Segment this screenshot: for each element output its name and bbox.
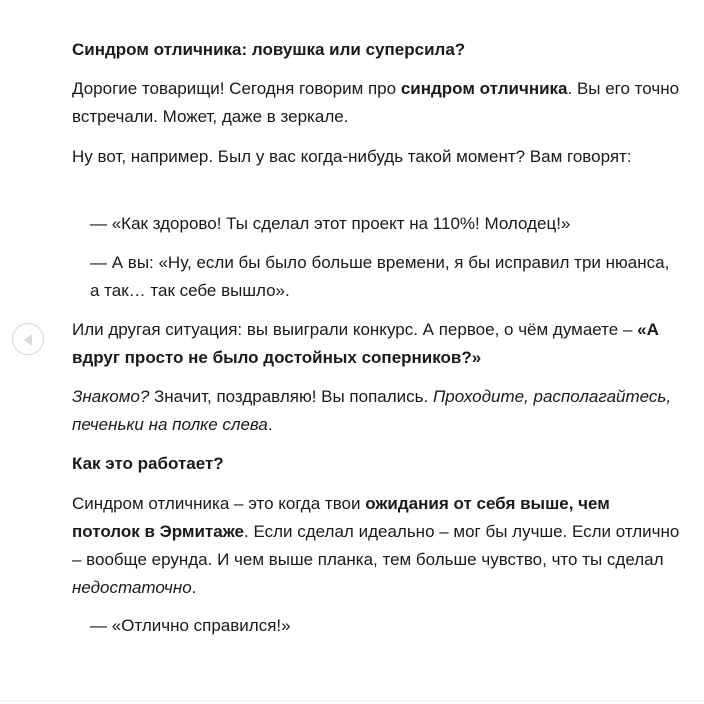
paragraph-how-text-1: Синдром отличника – это когда твои bbox=[72, 494, 366, 513]
paragraph-how-it-works bbox=[72, 490, 682, 602]
section-heading: Как это работает? bbox=[72, 454, 224, 473]
paragraph-intro-text-1: Дорогие товарищи! Сегодня говорим про bbox=[72, 79, 401, 98]
quote-praise: — «Как здорово! Ты сделал этот проект на 110%! Молодец!» bbox=[90, 214, 571, 233]
quote-well-done: — «Отлично справился!» bbox=[90, 616, 291, 635]
divider bbox=[0, 700, 704, 701]
paragraph-contest bbox=[72, 316, 682, 372]
paragraph-familiar-italic-1: Знакомо? bbox=[72, 387, 150, 406]
paragraph-familiar-text: Значит, поздравляю! Вы попались. bbox=[149, 387, 433, 406]
paragraph-familiar-end: . bbox=[267, 415, 273, 434]
triangle-left-icon bbox=[22, 333, 34, 347]
previous-page-button[interactable] bbox=[12, 323, 44, 355]
article-heading: Синдром отличника: ловушка или суперсила? bbox=[72, 40, 466, 59]
paragraph-familiar bbox=[72, 383, 682, 439]
paragraph-intro bbox=[72, 75, 682, 131]
paragraph-how-bold: ожидания от себя выше, чем потолок в Эрмитаже bbox=[72, 494, 610, 541]
paragraph-example: Ну вот, например. Был у вас когда-нибудь такой момент? Вам говорят: bbox=[72, 147, 632, 166]
paragraph-contest-text: Или другая ситуация: вы выиграли конкурс. А первое, о чём думаете – bbox=[72, 320, 638, 339]
paragraph-how-end: . bbox=[191, 578, 197, 597]
paragraph-how-italic: недостаточно bbox=[72, 578, 192, 597]
paragraph-intro-bold: синдром отличника bbox=[400, 79, 568, 98]
paragraph-contest-bold: «А вдруг просто не было достойных соперников?» bbox=[72, 320, 659, 367]
paragraph-intro-text-2: . Вы его точно встречали. Может, даже в зеркале. bbox=[72, 79, 680, 126]
paragraph-how-text-2: . Если сделал идеально – мог бы лучше. Если отлично – вообще ерунда. И чем выше планка, тем больше чувство, что ты сделал bbox=[72, 522, 680, 569]
quote-reply: — А вы: «Ну, если бы было больше времени, я бы исправил три нюанса, а так… так себе вышло». bbox=[90, 253, 670, 300]
paragraph-familiar-italic-2: Проходите, располагайтесь, печеньки на полке слева bbox=[72, 387, 672, 434]
